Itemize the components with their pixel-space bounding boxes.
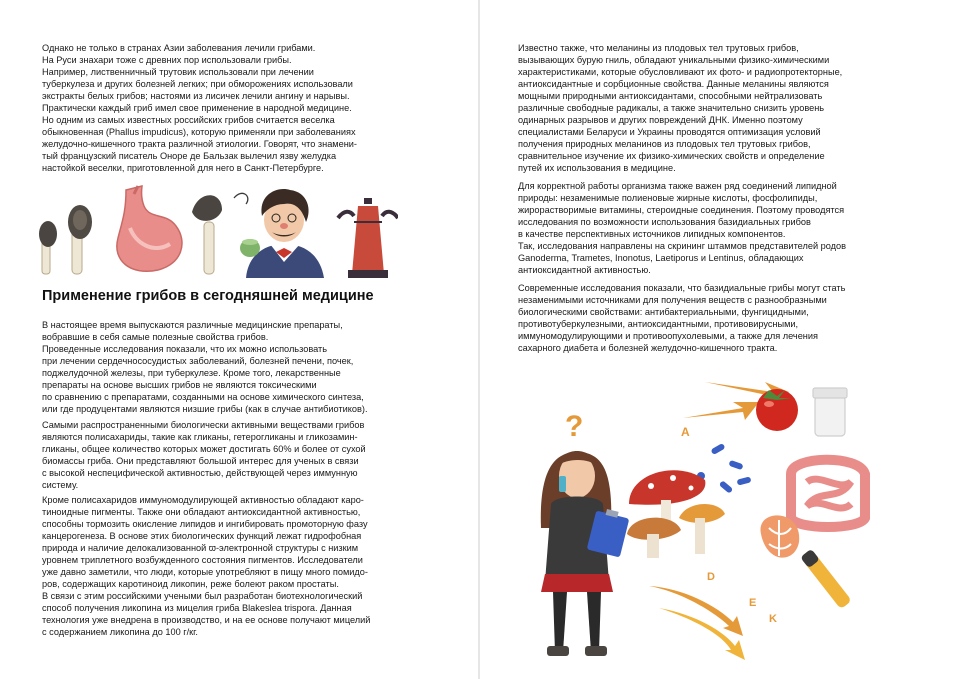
morel-mushroom-right-icon	[192, 195, 222, 274]
brown-mushrooms-icon	[627, 504, 725, 558]
text-line: биомассы гриба. Они представляют большой интерес для ученых в связи	[42, 456, 359, 466]
spread-divider	[478, 0, 480, 679]
stomach-icon	[117, 186, 182, 271]
text-line: На Руси знахари тоже с древних пор использовали грибы.	[42, 55, 292, 65]
modern-research-paragraph	[518, 282, 845, 354]
text-line: систему.	[42, 480, 79, 490]
medicine-paragraph-1	[42, 319, 368, 415]
swirl-icon	[234, 193, 248, 204]
text-line: Самыми распространенными биологически активными веществами грибов	[42, 420, 365, 430]
letter-e-icon: E	[749, 597, 757, 609]
text-line: ров, содержащих каротиноид ликопин, реже болеют раком простаты.	[42, 579, 339, 589]
text-line: различные свободные радикалы, а также значительно снизить уровень	[518, 103, 825, 113]
text-line: способны тормозить окисление липидов и ингибировать промоторную фазу	[42, 519, 368, 529]
text-line: уровнем триплетного возбужденного состояния пигментов. Исследователи	[42, 555, 363, 565]
text-line: Кроме полисахаридов иммуномодулирующей активностью обладают каро-	[42, 495, 364, 505]
text-line: природы: незаменимые полиеновые жирные кислоты, фосфолипиды,	[518, 193, 818, 203]
supplement-jar-icon	[813, 388, 847, 436]
lipids-paragraph	[518, 180, 846, 276]
text-line: канцерогенеза. В основе этих биологических функций лежат гидрофобная	[42, 531, 362, 541]
text-line: поджелудочной железы, при туберкулезе. Кроме того, лекарственные	[42, 368, 341, 378]
text-line: в качестве перспективных источников липидных компонентов.	[518, 229, 786, 239]
balzac-stomach-illustration	[38, 182, 398, 278]
left-page	[0, 0, 478, 679]
girl-with-clipboard-icon	[541, 451, 630, 656]
text-line: сравнительное изучение их физико-химических свойств и определение	[518, 151, 825, 161]
text-line: Ganoderma, Trametes, Inonotus, Laetiporus и Lentinus, обладающих	[518, 253, 804, 263]
text-line: антиоксидантные и сорбционные свойства. Данные меланины являются	[518, 79, 829, 89]
text-line: биологическими свойствами: антибактериальными, фунгицидными,	[518, 307, 809, 317]
morel-mushroom-left-icon	[39, 205, 92, 274]
text-line: незаменимыми источниками для получения веществ с разнообразными	[518, 295, 827, 305]
text-line: технология уже внедрена в производство, и на ее основе получают мицелий	[42, 615, 371, 625]
tower-icon	[338, 198, 398, 278]
text-line: Известно также, что меланины из плодовых тел трутовых грибов,	[518, 43, 799, 53]
text-line: являются полисахариды, такие как гликаны, гетерогликаны и гликозамин-	[42, 432, 358, 442]
text-line: или где продуцентами являются низшие грибы (как в случае антибиотиков).	[42, 404, 368, 414]
letter-d-icon: D	[707, 571, 715, 583]
text-line: В связи с этим российскими учеными был разработан биотехнологический	[42, 591, 363, 601]
text-line: Практически каждый гриб имел свое применение в народной медицине.	[42, 103, 352, 113]
text-line: Так, исследования направлены на скрининг штаммов представителей родов	[518, 241, 847, 251]
text-line: природа и наличие делокализованной ϖ-электронной структуры с низким	[42, 543, 359, 553]
text-line: сахарного диабета и болезней желудочно-кишечного тракта.	[518, 343, 778, 353]
carotenoids-paragraph	[42, 494, 370, 638]
text-line: уже давно заметили, что люди, которые употребляют в пищу много помидо-	[42, 567, 368, 577]
text-line: Проведенные исследования показали, что их можно использовать	[42, 344, 327, 354]
intestines-icon	[791, 460, 865, 527]
text-line: вобравшие в себя самые полезные свойства грибов.	[42, 332, 269, 342]
text-line: Однако не только в странах Азии заболевания лечили грибами.	[42, 43, 316, 53]
text-line: Но одним из самых известных российских грибов считается веселка	[42, 115, 335, 125]
text-line: Для корректной работы организма также важен ряд соединений липидной	[518, 181, 837, 191]
question-mark-icon: ?	[565, 410, 584, 443]
blue-pills-icon	[697, 443, 752, 494]
text-line: настойкой веселки, приготовленной для него в Санкт-Петербурге.	[42, 163, 324, 173]
insulin-pen-icon	[800, 549, 852, 610]
text-line: гликаны, общее количество которых может достигать 60% и более от сухой	[42, 444, 366, 454]
text-line: жирорастворимые витамины, стероидные соединения. Поэтому проводятся	[518, 205, 845, 215]
text-line: экстракты белых грибов; настоями из лисичек лечили ангину и нарывы.	[42, 91, 350, 101]
polysaccharides-paragraph	[42, 419, 366, 491]
right-page	[481, 0, 960, 679]
text-line: тый французский писатель Оноре де Бальзак вылечил язву желудка	[42, 151, 337, 161]
text-line: Современные исследования показали, что базидиальные грибы могут стать	[518, 283, 846, 293]
text-line: специалистами Беларуси и Украины проводятся оптимизация условий	[518, 127, 821, 137]
intro-paragraph	[42, 42, 357, 174]
text-line: туберкулеза и других болезней легких; при обморожениях использовали	[42, 79, 353, 89]
balzac-portrait-icon	[240, 189, 324, 278]
text-line: мощными природными антиоксидантами, способными нейтрализовать	[518, 91, 823, 101]
text-line: с высокой неспецифической активностью, действующей через иммунную	[42, 468, 358, 478]
text-line: тиноидные пигменты. Также они обладают антиоксидантной активностью,	[42, 507, 361, 517]
text-line: обыкновенная (Phallus impudicus), которую применяли при заболеваниях	[42, 127, 356, 137]
scientist-girl-illustration	[533, 368, 913, 660]
section-heading: Применение грибов в сегодняшней медицине	[42, 288, 374, 304]
text-line: получения природных меланинов из плодовых тел трутовых грибов,	[518, 139, 811, 149]
text-line: противотуберкулезными, антиоксидантными, противовирусными,	[518, 319, 799, 329]
text-line: иммуномодулирующими и противоопухолевыми, а также для лечения	[518, 331, 818, 341]
text-line: характеристиками, которые обусловливают их фото- и радиопротекторные,	[518, 67, 843, 77]
text-line: способ получения ликопина из мицелия гриба Blakeslea trispora. Данная	[42, 603, 352, 613]
text-line: исследования по возможности использования базидиальных грибов	[518, 217, 811, 227]
tomato-icon	[756, 389, 798, 431]
text-line: вызывающих бурую гниль, обладают уникальными физико-химическими	[518, 55, 830, 65]
melanins-paragraph	[518, 42, 842, 174]
text-line: путей их использования в медицине.	[518, 163, 676, 173]
bottom-arrow-icons	[649, 586, 745, 660]
text-line: препараты на основе высших грибов не являются токсическими	[42, 380, 317, 390]
text-line: В настоящее время выпускаются различные медицинские препараты,	[42, 320, 343, 330]
text-line: с содержанием ликопина до 100 г/кг.	[42, 627, 198, 637]
text-line: Например, лиственничный трутовик использовали при лечении	[42, 67, 314, 77]
letter-k-icon: K	[769, 613, 777, 625]
text-line: по сравнению с препаратами, созданными на основе химического синтеза,	[42, 392, 364, 402]
text-line: желудочно-кишечного тракта различной этиологии. Говорят, что знамени-	[42, 139, 357, 149]
text-line: антиоксидантной активностью.	[518, 265, 651, 275]
text-line: при лечении сердечнососудистых заболеваний, болезней печени, почек,	[42, 356, 354, 366]
text-line: одинарных разрывов и других повреждений ДНК. Именно поэтому	[518, 115, 803, 125]
letter-a-icon: A	[681, 425, 690, 439]
